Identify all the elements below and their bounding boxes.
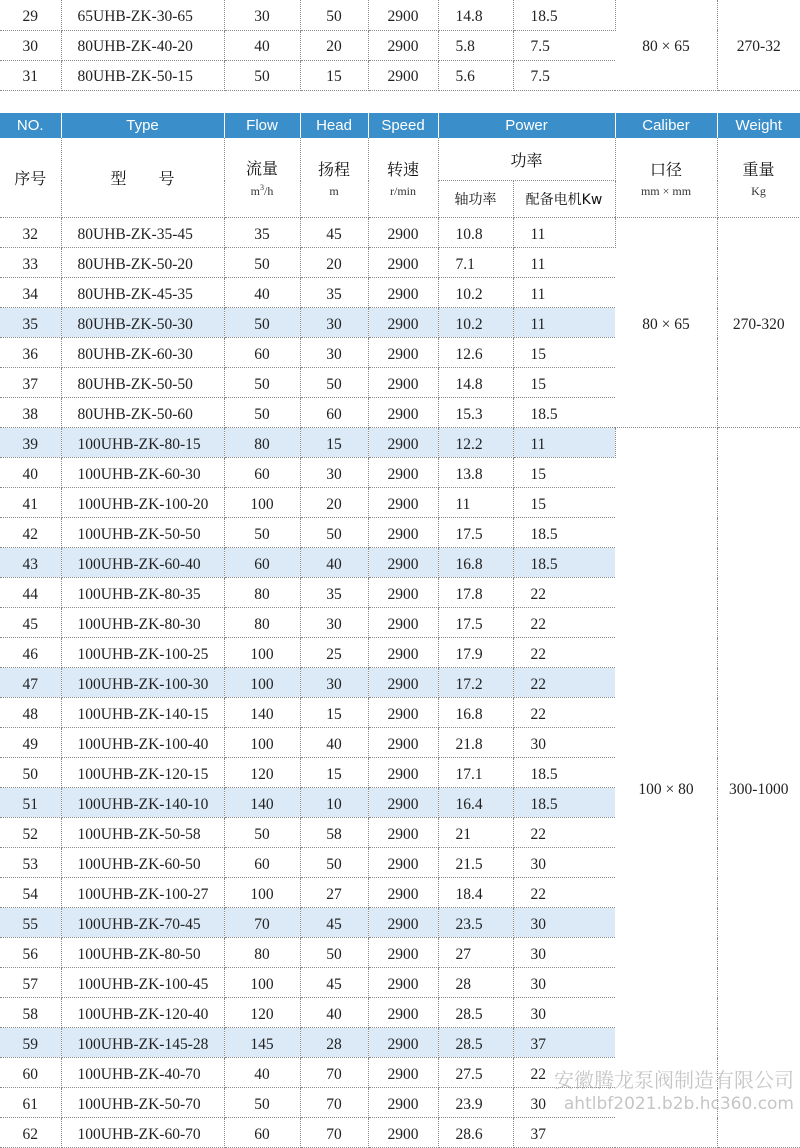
cell-head: 50 bbox=[300, 0, 368, 30]
cell-shaft: 23.5 bbox=[438, 908, 513, 938]
cell-shaft: 16.8 bbox=[438, 698, 513, 728]
cell-head: 15 bbox=[300, 758, 368, 788]
cell-no: 51 bbox=[0, 788, 61, 818]
cell-shaft: 16.8 bbox=[438, 548, 513, 578]
cell-shaft: 10.2 bbox=[438, 308, 513, 338]
cell-head: 35 bbox=[300, 278, 368, 308]
cell-shaft: 10.2 bbox=[438, 278, 513, 308]
cell-head: 20 bbox=[300, 488, 368, 518]
cell-no: 47 bbox=[0, 668, 61, 698]
cell-flow: 120 bbox=[224, 998, 300, 1028]
cell-motor: 22 bbox=[513, 878, 615, 908]
cell-flow: 140 bbox=[224, 698, 300, 728]
cell-speed: 2900 bbox=[368, 788, 438, 818]
cell-shaft: 27 bbox=[438, 938, 513, 968]
flow-unit: $m^3/h$ bbox=[250, 183, 274, 198]
cell-speed: 2900 bbox=[368, 938, 438, 968]
cell-no: 62 bbox=[0, 1118, 61, 1148]
cell-flow: 60 bbox=[224, 1118, 300, 1148]
cell-motor: 22 bbox=[513, 1058, 615, 1088]
cell-flow: 40 bbox=[224, 30, 300, 60]
header-speed: Speed bbox=[368, 113, 438, 138]
cell-no: 59 bbox=[0, 1028, 61, 1058]
header-caliber: Caliber bbox=[615, 113, 717, 138]
cell-no: 53 bbox=[0, 848, 61, 878]
cell-head: 40 bbox=[300, 728, 368, 758]
cell-caliber: 100 × 80 bbox=[615, 428, 717, 1148]
cell-type: 80UHB-ZK-40-20 bbox=[61, 30, 224, 60]
cell-flow: 80 bbox=[224, 938, 300, 968]
cell-head: 28 bbox=[300, 1028, 368, 1058]
cell-flow: 60 bbox=[224, 338, 300, 368]
cell-flow: 80 bbox=[224, 608, 300, 638]
cell-motor: 18.5 bbox=[513, 788, 615, 818]
cell-speed: 2900 bbox=[368, 548, 438, 578]
cell-shaft: 5.8 bbox=[438, 30, 513, 60]
cell-no: 38 bbox=[0, 398, 61, 428]
cell-flow: 140 bbox=[224, 788, 300, 818]
top-table-row bbox=[0, 0, 800, 30]
cell-motor: 22 bbox=[513, 818, 615, 848]
cell-head: 20 bbox=[300, 30, 368, 60]
table-row bbox=[0, 428, 800, 458]
cell-motor: 18.5 bbox=[513, 548, 615, 578]
cell-no: 30 bbox=[0, 30, 61, 60]
cell-shaft: 28.5 bbox=[438, 998, 513, 1028]
cell-no: 60 bbox=[0, 1058, 61, 1088]
cell-speed: 2900 bbox=[368, 698, 438, 728]
cell-flow: 50 bbox=[224, 368, 300, 398]
cell-type: 100UHB-ZK-60-50 bbox=[61, 848, 224, 878]
cell-head: 70 bbox=[300, 1058, 368, 1088]
cell-motor: 30 bbox=[513, 998, 615, 1028]
cell-head: 60 bbox=[300, 398, 368, 428]
cell-speed: 2900 bbox=[368, 338, 438, 368]
cell-speed: 2900 bbox=[368, 60, 438, 90]
cell-flow: 100 bbox=[224, 488, 300, 518]
cell-flow: 80 bbox=[224, 578, 300, 608]
cell-motor: 15 bbox=[513, 458, 615, 488]
cell-head: 45 bbox=[300, 968, 368, 998]
cell-shaft: 23.9 bbox=[438, 1088, 513, 1118]
watermark: 安徽腾龙泵阀制造有限公司 ahtlbf2021.b2b.hc360.com bbox=[554, 1068, 794, 1114]
cell-no: 31 bbox=[0, 60, 61, 90]
cell-flow: 50 bbox=[224, 248, 300, 278]
cell-motor: 30 bbox=[513, 938, 615, 968]
cell-speed: 2900 bbox=[368, 458, 438, 488]
cell-speed: 2900 bbox=[368, 668, 438, 698]
cell-no: 50 bbox=[0, 758, 61, 788]
cell-motor: 15 bbox=[513, 368, 615, 398]
cell-head: 50 bbox=[300, 368, 368, 398]
cell-shaft: 17.5 bbox=[438, 518, 513, 548]
cell-motor: 11 bbox=[513, 428, 615, 458]
cell-flow: 40 bbox=[224, 278, 300, 308]
cell-head: 50 bbox=[300, 938, 368, 968]
cell-flow: 145 bbox=[224, 1028, 300, 1058]
cell-type: 65UHB-ZK-30-65 bbox=[61, 0, 224, 30]
cell-type: 100UHB-ZK-60-30 bbox=[61, 458, 224, 488]
cell-flow: 50 bbox=[224, 818, 300, 848]
cell-flow: 40 bbox=[224, 1058, 300, 1088]
cell-type: 100UHB-ZK-120-40 bbox=[61, 998, 224, 1028]
cell-type: 100UHB-ZK-80-50 bbox=[61, 938, 224, 968]
cell-shaft: 16.4 bbox=[438, 788, 513, 818]
cell-speed: 2900 bbox=[368, 518, 438, 548]
header-power: Power bbox=[438, 113, 615, 138]
cell-shaft: 5.6 bbox=[438, 60, 513, 90]
cell-speed: 2900 bbox=[368, 1088, 438, 1118]
cell-no: 40 bbox=[0, 458, 61, 488]
cell-shaft: 11 bbox=[438, 488, 513, 518]
cell-speed: 2900 bbox=[368, 278, 438, 308]
cell-speed: 2900 bbox=[368, 818, 438, 848]
header-cn-flow: 流量 $m^3/h$ bbox=[224, 138, 300, 218]
cell-type: 100UHB-ZK-140-10 bbox=[61, 788, 224, 818]
header-cn-motor-power: 配备电机Kw bbox=[513, 181, 615, 218]
cell-head: 27 bbox=[300, 878, 368, 908]
cell-shaft: 18.4 bbox=[438, 878, 513, 908]
head-unit: m bbox=[329, 183, 339, 198]
cell-speed: 2900 bbox=[368, 728, 438, 758]
cell-type: 100UHB-ZK-100-25 bbox=[61, 638, 224, 668]
cell-type: 100UHB-ZK-100-40 bbox=[61, 728, 224, 758]
cell-shaft: 17.5 bbox=[438, 608, 513, 638]
cell-no: 33 bbox=[0, 248, 61, 278]
cell-motor: 11 bbox=[513, 278, 615, 308]
header-head: Head bbox=[300, 113, 368, 138]
header-cn-caliber: 口径 mm × mm bbox=[615, 138, 717, 218]
cell-type: 100UHB-ZK-100-30 bbox=[61, 668, 224, 698]
cell-shaft: 10.8 bbox=[438, 218, 513, 248]
cell-type: 80UHB-ZK-35-45 bbox=[61, 218, 224, 248]
cell-type: 80UHB-ZK-50-30 bbox=[61, 308, 224, 338]
header-weight: Weight bbox=[717, 113, 800, 138]
cell-motor: 18.5 bbox=[513, 518, 615, 548]
table-row bbox=[0, 218, 800, 248]
cell-speed: 2900 bbox=[368, 428, 438, 458]
cell-flow: 80 bbox=[224, 428, 300, 458]
cell-shaft: 13.8 bbox=[438, 458, 513, 488]
cell-flow: 70 bbox=[224, 908, 300, 938]
cell-motor: 22 bbox=[513, 608, 615, 638]
cell-motor: 22 bbox=[513, 668, 615, 698]
cell-speed: 2900 bbox=[368, 758, 438, 788]
cell-speed: 2900 bbox=[368, 0, 438, 30]
cell-no: 57 bbox=[0, 968, 61, 998]
cell-speed: 2900 bbox=[368, 908, 438, 938]
cell-motor: 18.5 bbox=[513, 758, 615, 788]
cell-flow: 50 bbox=[224, 60, 300, 90]
speed-unit: r/min bbox=[390, 183, 416, 198]
cell-motor: 30 bbox=[513, 908, 615, 938]
cell-head: 15 bbox=[300, 60, 368, 90]
cell-head: 20 bbox=[300, 248, 368, 278]
cell-no: 45 bbox=[0, 608, 61, 638]
cell-head: 50 bbox=[300, 518, 368, 548]
cell-motor: 22 bbox=[513, 578, 615, 608]
cell-shaft: 14.8 bbox=[438, 0, 513, 30]
cell-flow: 100 bbox=[224, 728, 300, 758]
cell-motor: 11 bbox=[513, 248, 615, 278]
cell-head: 30 bbox=[300, 458, 368, 488]
cell-shaft: 15.3 bbox=[438, 398, 513, 428]
header-no: NO. bbox=[0, 113, 61, 138]
cell-flow: 50 bbox=[224, 1088, 300, 1118]
header-row-chinese bbox=[0, 138, 800, 181]
header-type: Type bbox=[61, 113, 224, 138]
cell-type: 100UHB-ZK-145-28 bbox=[61, 1028, 224, 1058]
cell-type: 100UHB-ZK-50-50 bbox=[61, 518, 224, 548]
cell-no: 34 bbox=[0, 278, 61, 308]
cell-no: 56 bbox=[0, 938, 61, 968]
cell-motor: 11 bbox=[513, 308, 615, 338]
cell-type: 80UHB-ZK-50-50 bbox=[61, 368, 224, 398]
cell-motor: 18.5 bbox=[513, 398, 615, 428]
cell-head: 70 bbox=[300, 1088, 368, 1118]
cell-speed: 2900 bbox=[368, 308, 438, 338]
pump-spec-table bbox=[0, 113, 800, 1148]
cell-head: 10 bbox=[300, 788, 368, 818]
cell-flow: 60 bbox=[224, 548, 300, 578]
cell-type: 100UHB-ZK-80-15 bbox=[61, 428, 224, 458]
cell-type: 100UHB-ZK-140-15 bbox=[61, 698, 224, 728]
cell-head: 25 bbox=[300, 638, 368, 668]
cell-head: 45 bbox=[300, 908, 368, 938]
cell-speed: 2900 bbox=[368, 998, 438, 1028]
cell-head: 35 bbox=[300, 578, 368, 608]
cell-no: 61 bbox=[0, 1088, 61, 1118]
cell-motor: 11 bbox=[513, 218, 615, 248]
cell-head: 15 bbox=[300, 428, 368, 458]
cell-no: 36 bbox=[0, 338, 61, 368]
cell-speed: 2900 bbox=[368, 638, 438, 668]
cell-speed: 2900 bbox=[368, 30, 438, 60]
cell-head: 30 bbox=[300, 308, 368, 338]
cell-no: 58 bbox=[0, 998, 61, 1028]
cell-shaft: 28.6 bbox=[438, 1118, 513, 1148]
cell-no: 55 bbox=[0, 908, 61, 938]
cell-no: 54 bbox=[0, 878, 61, 908]
cell-no: 39 bbox=[0, 428, 61, 458]
cell-speed: 2900 bbox=[368, 368, 438, 398]
cell-shaft: 7.1 bbox=[438, 248, 513, 278]
cell-head: 50 bbox=[300, 848, 368, 878]
cell-motor: 37 bbox=[513, 1028, 615, 1058]
header-cn-shaft-power: 轴功率 bbox=[438, 181, 513, 218]
cell-no: 29 bbox=[0, 0, 61, 30]
cell-motor: 37 bbox=[513, 1118, 615, 1148]
header-cn-power: 功率 bbox=[438, 138, 615, 181]
cell-speed: 2900 bbox=[368, 398, 438, 428]
cell-type: 100UHB-ZK-70-45 bbox=[61, 908, 224, 938]
cell-flow: 35 bbox=[224, 218, 300, 248]
cell-speed: 2900 bbox=[368, 1028, 438, 1058]
cell-head: 58 bbox=[300, 818, 368, 848]
header-cn-no: 序号 bbox=[0, 138, 61, 218]
cell-shaft: 17.1 bbox=[438, 758, 513, 788]
cell-shaft: 21 bbox=[438, 818, 513, 848]
cell-motor: 30 bbox=[513, 728, 615, 758]
cell-speed: 2900 bbox=[368, 1118, 438, 1148]
cell-type: 100UHB-ZK-80-35 bbox=[61, 578, 224, 608]
cell-caliber: 80 × 65 bbox=[615, 0, 717, 90]
cell-head: 45 bbox=[300, 218, 368, 248]
cell-flow: 60 bbox=[224, 458, 300, 488]
top-partial-table bbox=[0, 0, 800, 91]
cell-shaft: 17.9 bbox=[438, 638, 513, 668]
header-cn-type: 型 号 bbox=[61, 138, 224, 218]
cell-no: 44 bbox=[0, 578, 61, 608]
cell-shaft: 12.2 bbox=[438, 428, 513, 458]
cell-head: 70 bbox=[300, 1118, 368, 1148]
cell-speed: 2900 bbox=[368, 968, 438, 998]
cell-speed: 2900 bbox=[368, 248, 438, 278]
cell-shaft: 21.8 bbox=[438, 728, 513, 758]
cell-no: 52 bbox=[0, 818, 61, 848]
cell-type: 100UHB-ZK-60-40 bbox=[61, 548, 224, 578]
cell-motor: 15 bbox=[513, 488, 615, 518]
cell-shaft: 21.5 bbox=[438, 848, 513, 878]
cell-flow: 100 bbox=[224, 668, 300, 698]
cell-motor: 15 bbox=[513, 338, 615, 368]
cell-speed: 2900 bbox=[368, 848, 438, 878]
cell-head: 40 bbox=[300, 998, 368, 1028]
cell-type: 100UHB-ZK-40-70 bbox=[61, 1058, 224, 1088]
cell-motor: 7.5 bbox=[513, 30, 615, 60]
header-cn-speed: 转速 r/min bbox=[368, 138, 438, 218]
cell-head: 30 bbox=[300, 608, 368, 638]
cell-motor: 30 bbox=[513, 968, 615, 998]
cell-no: 46 bbox=[0, 638, 61, 668]
cell-flow: 100 bbox=[224, 878, 300, 908]
cell-flow: 50 bbox=[224, 518, 300, 548]
header-row-english bbox=[0, 113, 800, 138]
cell-speed: 2900 bbox=[368, 1058, 438, 1088]
cell-type: 80UHB-ZK-60-30 bbox=[61, 338, 224, 368]
cell-flow: 60 bbox=[224, 848, 300, 878]
cell-flow: 100 bbox=[224, 638, 300, 668]
cell-flow: 120 bbox=[224, 758, 300, 788]
cell-caliber: 80 × 65 bbox=[615, 218, 717, 428]
cell-motor: 30 bbox=[513, 848, 615, 878]
cell-shaft: 28 bbox=[438, 968, 513, 998]
cell-type: 80UHB-ZK-50-15 bbox=[61, 60, 224, 90]
cell-motor: 30 bbox=[513, 1088, 615, 1118]
cell-no: 32 bbox=[0, 218, 61, 248]
cell-flow: 100 bbox=[224, 968, 300, 998]
cell-type: 80UHB-ZK-45-35 bbox=[61, 278, 224, 308]
cell-motor: 18.5 bbox=[513, 0, 615, 30]
cell-no: 48 bbox=[0, 698, 61, 728]
header-cn-weight: 重量 Kg bbox=[717, 138, 800, 218]
header-flow: Flow bbox=[224, 113, 300, 138]
cell-speed: 2900 bbox=[368, 488, 438, 518]
cell-no: 49 bbox=[0, 728, 61, 758]
cell-motor: 22 bbox=[513, 698, 615, 728]
cell-head: 30 bbox=[300, 668, 368, 698]
cell-shaft: 27.5 bbox=[438, 1058, 513, 1088]
cell-no: 37 bbox=[0, 368, 61, 398]
cell-type: 80UHB-ZK-50-20 bbox=[61, 248, 224, 278]
cell-flow: 50 bbox=[224, 308, 300, 338]
cell-weight: 270-320 bbox=[717, 218, 800, 428]
cell-type: 100UHB-ZK-80-30 bbox=[61, 608, 224, 638]
cell-no: 41 bbox=[0, 488, 61, 518]
cell-no: 42 bbox=[0, 518, 61, 548]
header-cn-head: 扬程 m bbox=[300, 138, 368, 218]
cell-type: 80UHB-ZK-50-60 bbox=[61, 398, 224, 428]
cell-shaft: 17.2 bbox=[438, 668, 513, 698]
caliber-unit: mm × mm bbox=[640, 183, 692, 198]
cell-type: 100UHB-ZK-100-27 bbox=[61, 878, 224, 908]
cell-no: 35 bbox=[0, 308, 61, 338]
cell-motor: 22 bbox=[513, 638, 615, 668]
cell-head: 40 bbox=[300, 548, 368, 578]
cell-speed: 2900 bbox=[368, 878, 438, 908]
cell-type: 100UHB-ZK-100-20 bbox=[61, 488, 224, 518]
cell-speed: 2900 bbox=[368, 608, 438, 638]
cell-no: 43 bbox=[0, 548, 61, 578]
cell-shaft: 17.8 bbox=[438, 578, 513, 608]
cell-type: 100UHB-ZK-50-70 bbox=[61, 1088, 224, 1118]
cell-type: 100UHB-ZK-60-70 bbox=[61, 1118, 224, 1148]
cell-type: 100UHB-ZK-120-15 bbox=[61, 758, 224, 788]
cell-head: 15 bbox=[300, 698, 368, 728]
cell-weight: 270-32 bbox=[717, 0, 800, 90]
cell-shaft: 14.8 bbox=[438, 368, 513, 398]
weight-unit: Kg bbox=[751, 183, 766, 198]
cell-shaft: 28.5 bbox=[438, 1028, 513, 1058]
cell-shaft: 12.6 bbox=[438, 338, 513, 368]
cell-flow: 30 bbox=[224, 0, 300, 30]
cell-motor: 7.5 bbox=[513, 60, 615, 90]
cell-type: 100UHB-ZK-50-58 bbox=[61, 818, 224, 848]
cell-weight: 300-1000 bbox=[717, 428, 800, 1148]
cell-speed: 2900 bbox=[368, 578, 438, 608]
cell-flow: 50 bbox=[224, 398, 300, 428]
cell-type: 100UHB-ZK-100-45 bbox=[61, 968, 224, 998]
cell-head: 30 bbox=[300, 338, 368, 368]
cell-speed: 2900 bbox=[368, 218, 438, 248]
